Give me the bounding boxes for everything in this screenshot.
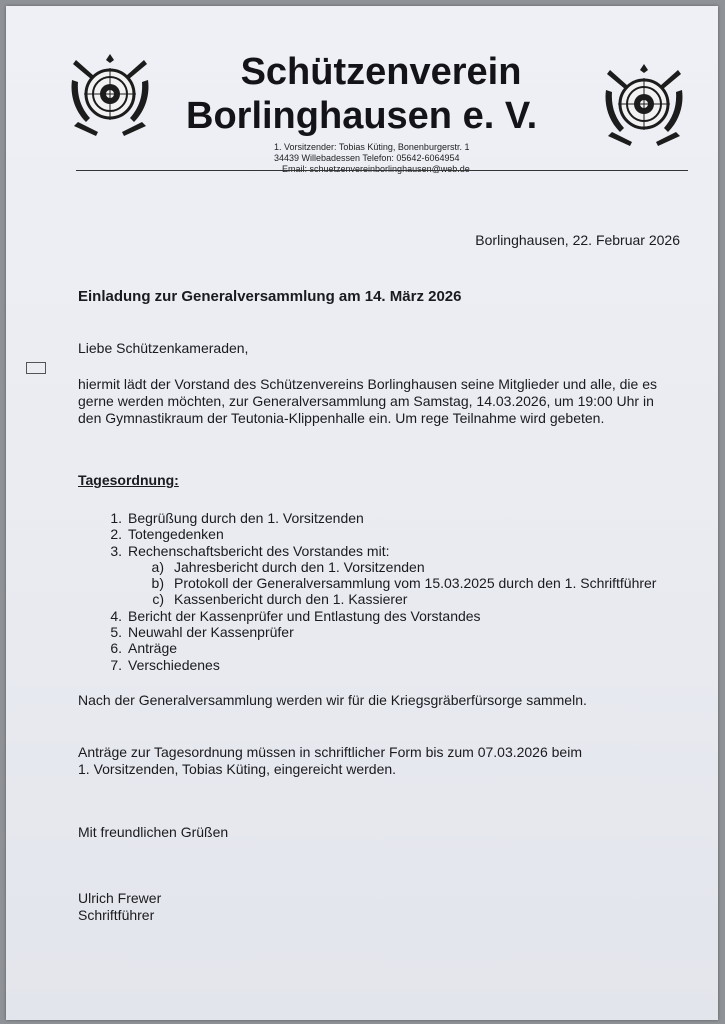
address-line-chair: 1. Vorsitzender: Tobias Küting, Bonenburgerstr. 1 <box>274 142 470 152</box>
agenda-subitem: b) Protokoll der Generalversammlung vom 15.03.2025 durch den 1. Schriftführer <box>151 575 657 592</box>
intro-paragraph <box>78 376 657 427</box>
closing-phrase: Mit freundlichen Grüßen <box>78 824 229 840</box>
letter-date: Borlinghausen, 22. Februar 2026 <box>475 232 680 248</box>
motions-line: Anträge zur Tagesordnung müssen in schriftlicher Form bis zum 07.03.2026 beim <box>78 744 582 760</box>
agenda-item: 6. Anträge <box>110 640 178 657</box>
agenda-item: 1. Begrüßung durch den 1. Vorsitzenden <box>110 510 364 526</box>
agenda-item: 7. Verschiedenes <box>110 656 220 673</box>
address-line-phone: 34439 Willebadessen Telefon: 05642-6064954 <box>274 153 460 163</box>
signer-role: Schriftführer <box>78 907 155 923</box>
club-name-line1: Schützenverein <box>240 51 522 93</box>
agenda-subitem: a) Jahresbericht durch den 1. Vorsitzenden <box>151 558 425 575</box>
shooting-target-emblem-icon <box>66 50 154 138</box>
motions-line: 1. Vorsitzenden, Tobias Küting, eingereicht werden. <box>78 761 397 777</box>
letter-subject: Einladung zur Generalversammlung am 14. März 2026 <box>78 288 462 305</box>
collection-note: Nach der Generalversammlung werden wir für die Kriegsgräberfürsorge sammeln. <box>78 692 587 708</box>
club-name-line2: Borlinghausen e. V. <box>186 95 538 137</box>
signature-block <box>78 890 161 924</box>
agenda-item: 5. Neuwahl der Kassenprüfer <box>110 624 294 641</box>
agenda-item: 4. Bericht der Kassenprüfer und Entlastung des Vorstandes <box>110 607 481 624</box>
agenda-heading: Tagesordnung: <box>78 472 179 488</box>
signer-name: Ulrich Frewer <box>78 890 162 906</box>
agenda-item: 3. Rechenschaftsbericht des Vorstandes mit: <box>110 542 390 559</box>
shooting-target-emblem-icon <box>600 60 688 148</box>
letter-sheet <box>6 6 718 1020</box>
intro-line: gerne werden möchten, zur Generalversammlung am Samstag, 14.03.2026, um 19:00 Uhr in <box>78 393 654 409</box>
letterhead-divider <box>76 170 688 171</box>
intro-line: den Gymnastikraum der Teutonia-Klippenhalle ein. Um rege Teilnahme wird gebeten. <box>78 410 605 426</box>
agenda-subitem: c) Kassenbericht durch den 1. Kassierer <box>152 591 408 608</box>
greeting: Liebe Schützenkameraden, <box>78 340 249 356</box>
intro-line: hiermit lädt der Vorstand des Schützenvereins Borlinghausen seine Mitglieder und alle, die es <box>78 376 658 392</box>
agenda-item: 2. Totengedenken <box>110 526 224 543</box>
address-line-email: Email: schuetzenvereinborlinghausen@web.de <box>282 164 470 174</box>
motions-paragraph <box>78 744 582 778</box>
agenda-list <box>98 510 656 673</box>
margin-checkbox <box>26 362 46 374</box>
